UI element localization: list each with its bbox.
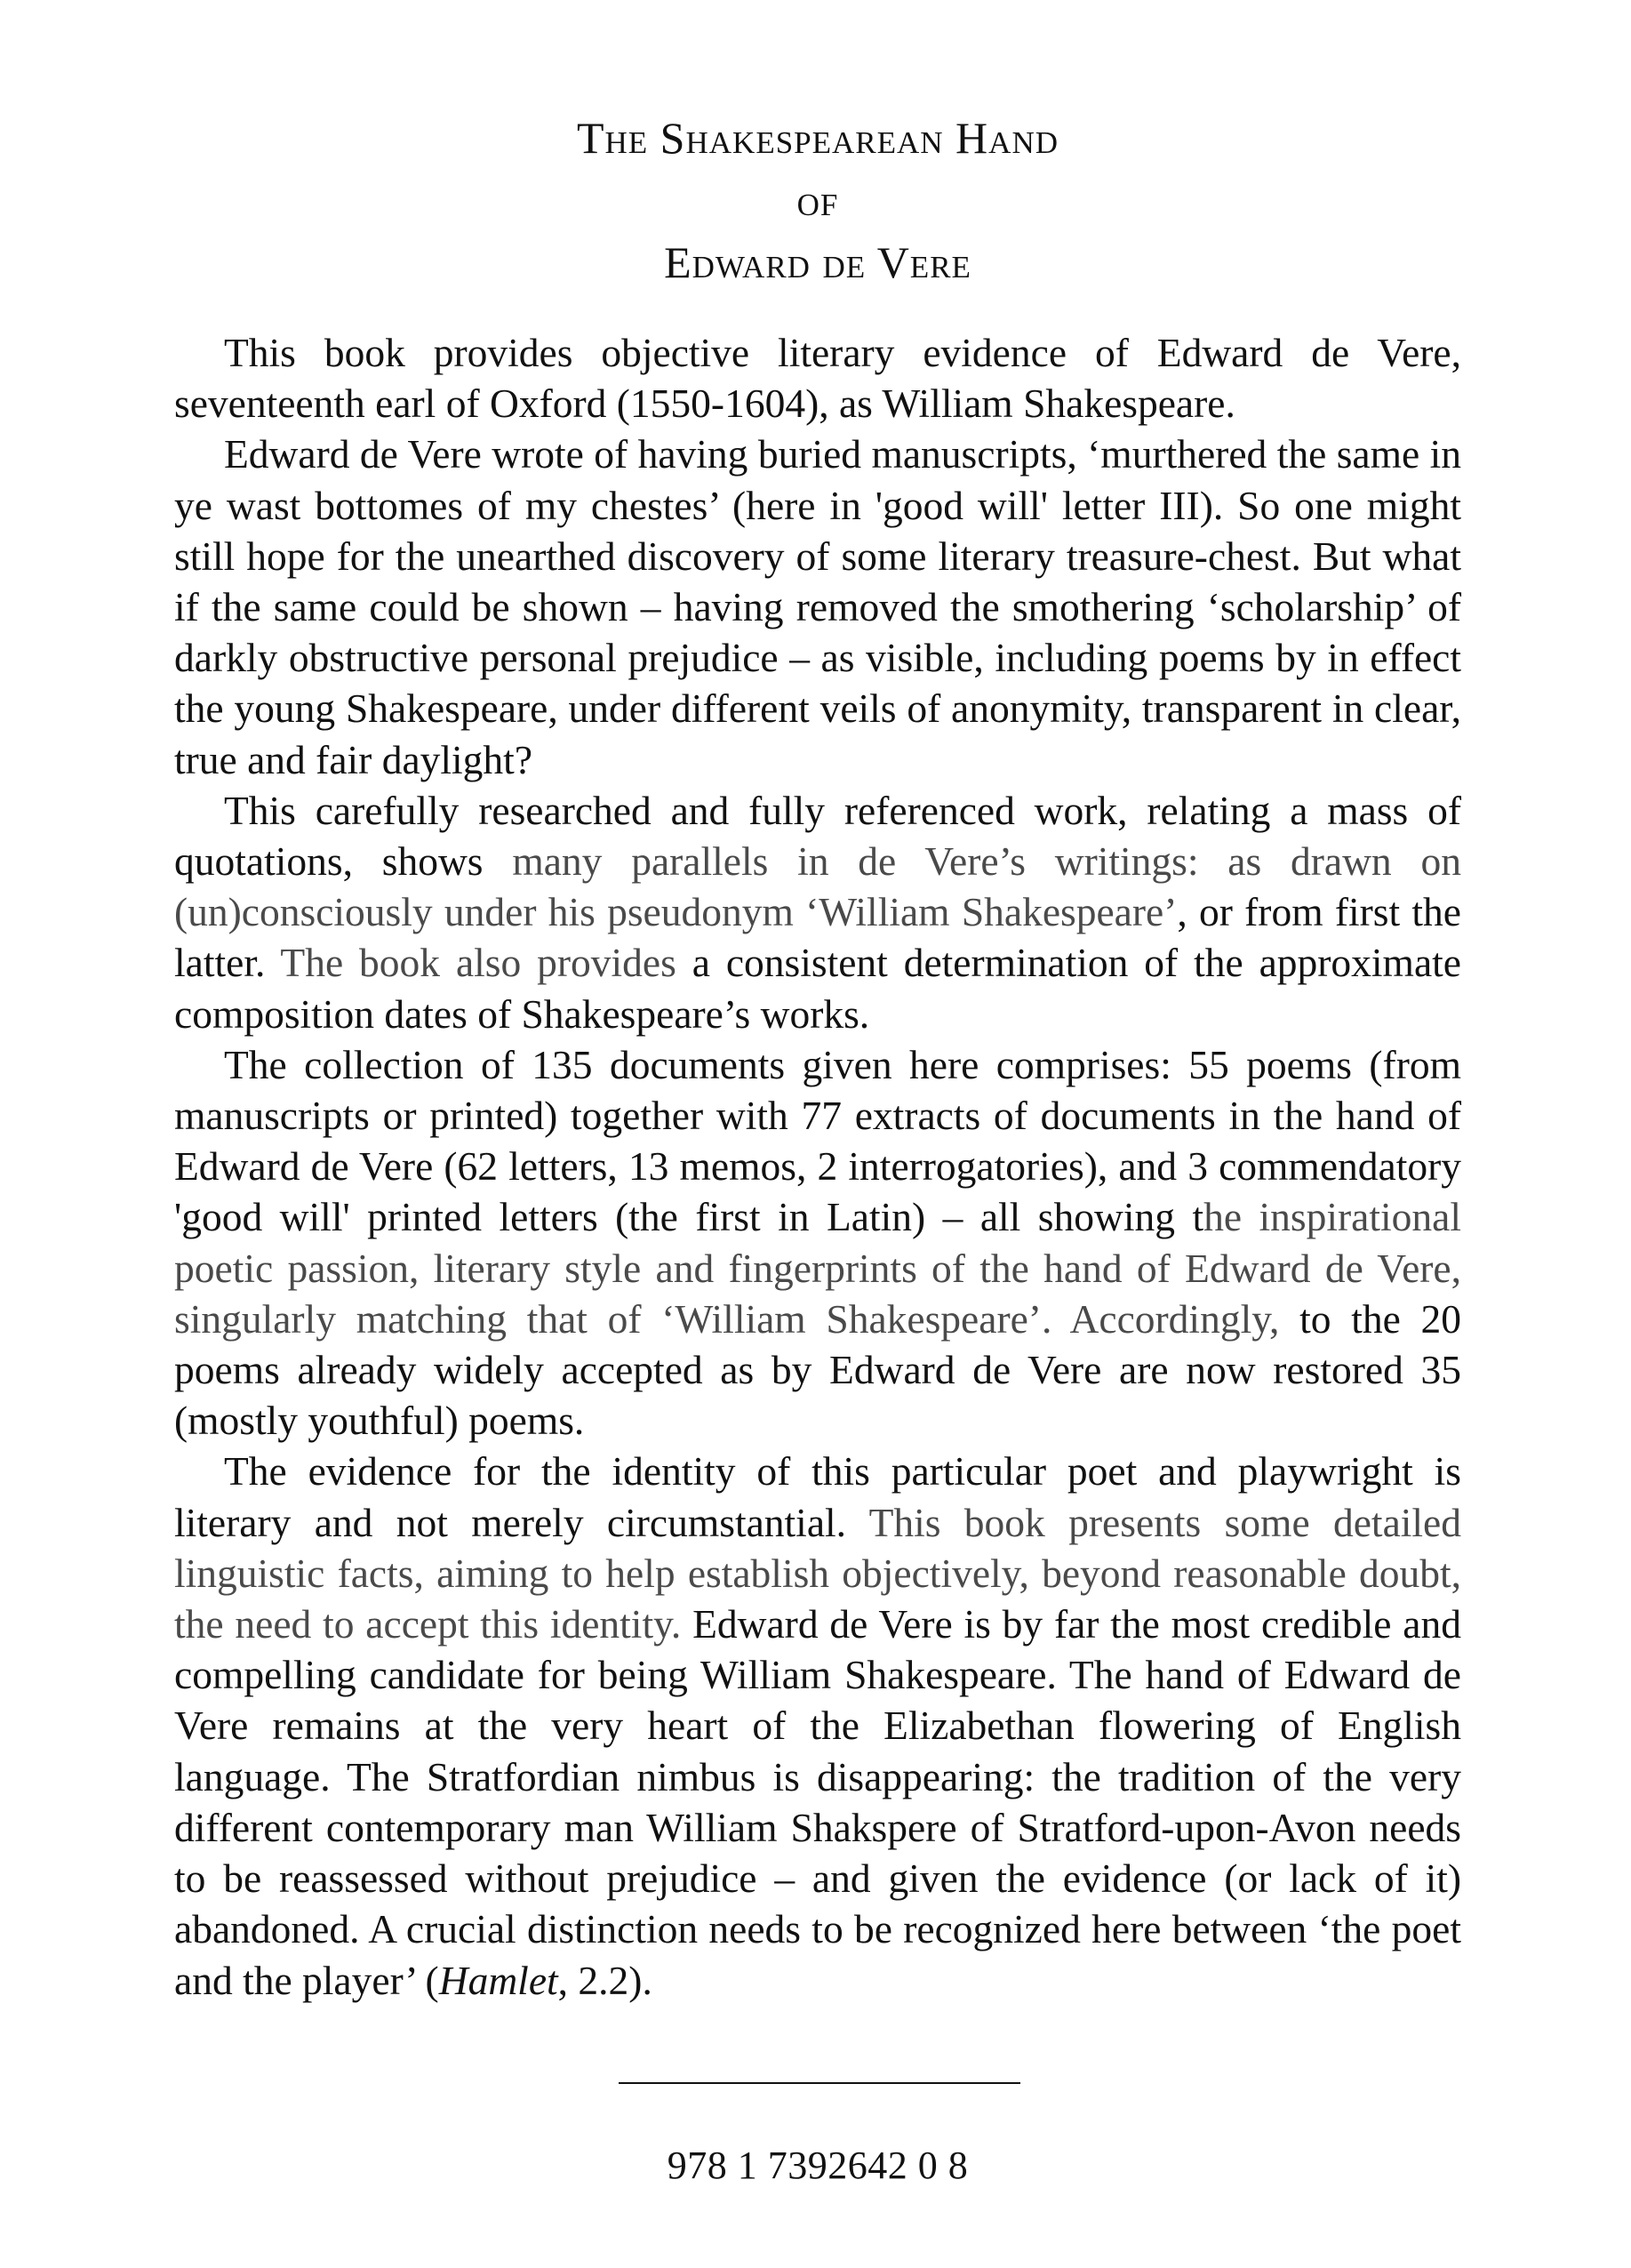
paragraph-4 <box>174 1039 1461 1447</box>
paragraph-5-highlight-1: This book presents some detailed linguistic facts, aiming to help establish objectively, beyond reasonable doubt, the need to accept this identity. <box>174 1499 1461 1647</box>
blurb-text <box>174 327 1461 2006</box>
paragraph-4-segment-1: The collection of 135 documents given here comprises: 55 poems (from manuscripts or printed) together with 77 extracts of documents in the hand of Edward de Vere (62 letters, 13 memos, 2 interrogatories), and 3 commendatory 'good will' printed letters (the first in Latin) – all showing t <box>174 1041 1461 1240</box>
horizontal-rule-divider <box>619 2082 1020 2084</box>
paragraph-3-highlight-1: many parallels in de Vere’s writings: as drawn on (un)consciously under his pseudonym ‘William Shakespeare’ <box>174 838 1461 935</box>
title-line-1: The Shakespearean Hand <box>576 113 1059 163</box>
isbn-number: 978 1 7392642 0 8 <box>667 2144 969 2187</box>
title-line-2: of <box>796 175 839 225</box>
paragraph-2 <box>174 429 1461 784</box>
paragraph-3-segment-1: This carefully researched and fully referenced work, relating a mass of quotations, shows <box>174 787 1461 885</box>
paragraph-4-highlight-1: he inspirational poetic passion, literary style and fingerprints of the hand of Edward de Vere, singularly matching that of ‘William Shakespeare’. Accordingly, <box>174 1194 1461 1342</box>
paragraph-5 <box>174 1446 1461 2005</box>
paragraph-2-segment-1: Edward de Vere wrote of having buried manuscripts, ‘murthered the same in ye wast bottomes of my chestes’ (here in 'good will' letter III). So one might still hope for the unearthed discovery of some literary treasure-chest. But what if the same could be shown – having removed the smothering ‘scholarship’ of darkly obstructive personal prejudice – as visible, including poems by in effect the young Shakespeare, under different veils of anonymity, transparent in clear, true and fair daylight? <box>174 431 1461 782</box>
paragraph-5-segment-1: The evidence for the identity of this particular poet and playwright is literary and not merely circumstantial. <box>174 1448 1461 1545</box>
paragraph-3-highlight-2: The book also provides <box>280 940 676 986</box>
paragraph-1-segment-1: This book provides objective literary evidence of Edward de Vere, seventeenth earl of Oxford (1550-1604), as William Shakespeare. <box>174 330 1461 427</box>
paragraph-5-segment-3: Edward de Vere is by far the most credible and compelling candidate for being William Shakespeare. The hand of Edward de Vere remains at the very heart of the Elizabethan flowering of English language. The Stratfordian nimbus is disappearing: the tradition of the very different contemporary man William Shakspere of Stratford-upon-Avon needs to be reassessed without prejudice – and given the evidence (or lack of it) abandoned. A crucial distinction needs to be recognized here between ‘the poet and the player’ ( <box>174 1601 1461 2003</box>
paragraph-3-segment-3: , or from first the latter. <box>174 889 1461 986</box>
paragraph-5-segment-5: , 2.2). <box>557 1957 652 2003</box>
paragraph-4-segment-3: to the 20 poems already widely accepted as by Edward de Vere are now restored 35 (mostly youthful) poems. <box>174 1295 1462 1444</box>
paragraph-3 <box>174 785 1461 1039</box>
paragraph-1 <box>174 327 1461 429</box>
title-line-3: Edward de Vere <box>664 237 971 287</box>
paragraph-3-segment-5: a consistent determination of the approximate composition dates of Shakespeare’s works. <box>174 940 1461 1037</box>
book-title <box>174 107 1461 293</box>
hamlet-title-italic: Hamlet <box>438 1957 558 2003</box>
